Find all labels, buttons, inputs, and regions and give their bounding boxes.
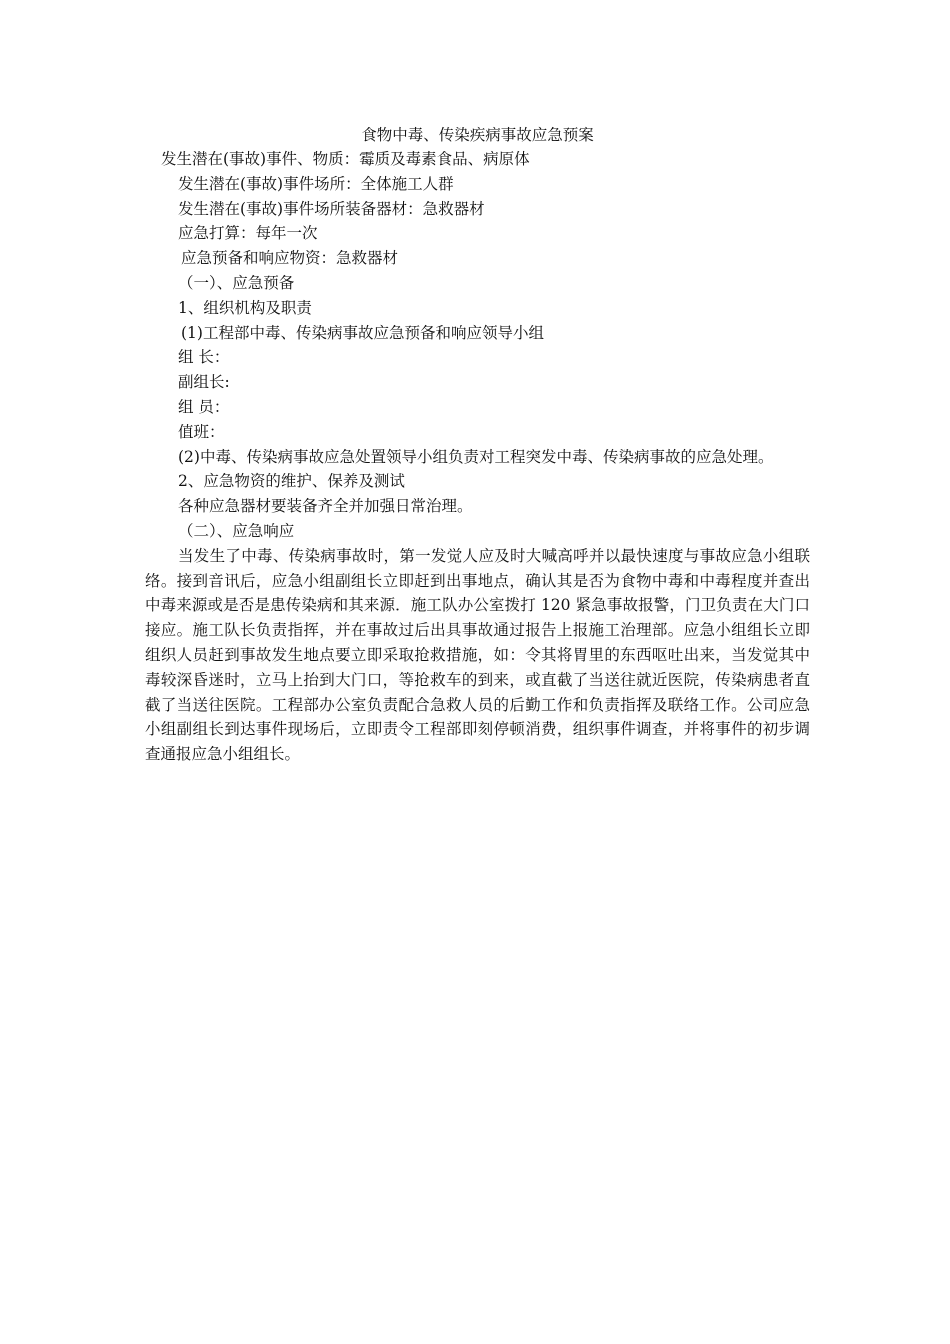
document-body [145, 123, 810, 767]
section1-sub1: 1、组织机构及职责 [178, 298, 312, 317]
section1-heading: （一）、应急预备 [178, 273, 295, 292]
info-substance: 发生潜在(事故)事件、物质：霉质及毒素食品、病原体 [161, 150, 530, 168]
section2-heading: （二）、应急响应 [178, 521, 295, 540]
section1-duty: 值班： [178, 422, 225, 441]
section1-member: 组 员： [178, 397, 230, 416]
section1-deputy: 副组长: [178, 373, 230, 392]
info-materials: 应急预备和响应物资：急救器材 [181, 249, 399, 268]
info-equipment: 发生潜在(事故)事件场所装备器材：急救器材 [178, 199, 485, 218]
document-title: 食物中毒、传染疾病事故应急预案 [361, 126, 594, 144]
section1-leader: 组 长： [178, 348, 230, 367]
section2-paragraph: 当发生了中毒、传染病事故时，第一发觉人应及时大喊高呼并以最快速度与事故应急小组联络。接到音讯后，应急小组副组长立即赶到出事地点，确认其是否为食物中毒和中毒程度并查出中毒来源或是否是患传染病和其来源．施工队办公室拨打 120 紧急事故报警，门卫负责在大门口接应。施工队长负责指挥，并在事故过后出具事故通过报告上报施工治理部。应急小组组长立即组织人员赶到事故发生地点要立即采取抢救措施，如：令其将胃里的东西呕吐出来，当发觉其中毒较深昏迷时，立马上抬到大门口，等抢救车的到来，或直截了当送往就近医院，传染病患者直截了当送往医院。工程部办公室负责配合急救人员的后勤工作和负责指挥及联络工作。公司应急小组副组长到达事件现场后，立即责令工程部即刻停顿消费，组织事件调查，并将事件的初步调查通报应急小组组长。 [145, 546, 810, 764]
section1-sub2-text: 各种应急器材要装备齐全并加强日常治理。 [178, 497, 473, 516]
section1-item1: (1)工程部中毒、传染病事故应急预备和响应领导小组 [181, 323, 544, 342]
info-place: 发生潜在(事故)事件场所：全体施工人群 [178, 174, 454, 193]
section1-item2: (2)中毒、传染病事故应急处置领导小组负责对工程突发中毒、传染病事故的应急处理。 [178, 447, 774, 466]
info-plan: 应急打算：每年一次 [178, 224, 318, 243]
section1-sub2: 2、应急物资的维护、保养及测试 [178, 472, 405, 491]
